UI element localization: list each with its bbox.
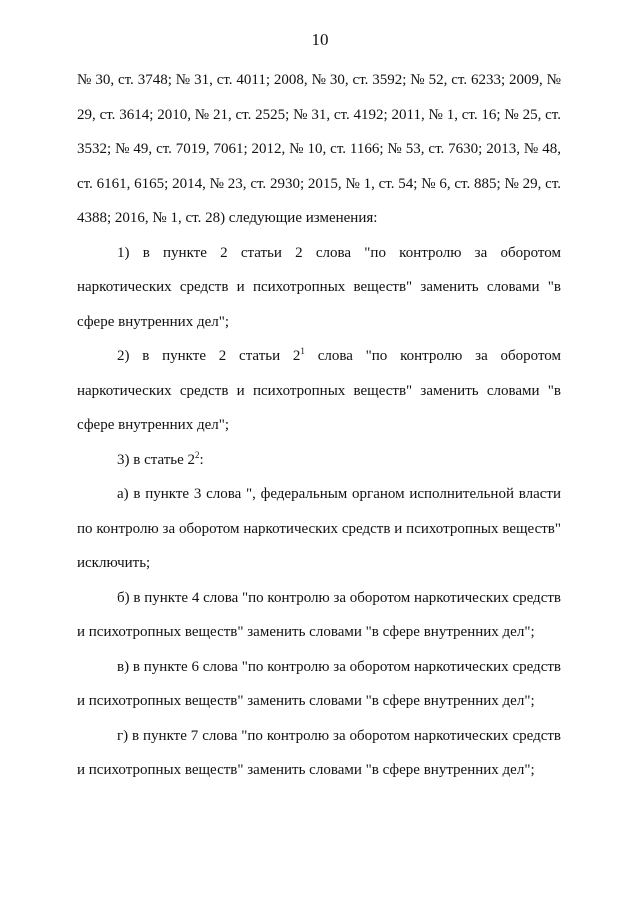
page-number: 10	[311, 30, 329, 49]
paragraph-amendment-sources: № 30, ст. 3748; № 31, ст. 4011; 2008, № 30, ст. 3592; № 52, ст. 6233; 2009, № 29, ст. 3614; 2010, № 21, ст. 2525; № 31, ст. 4192; 2011, № 1, ст. 16; № 25, ст. 3532; № 49, ст. 7019, 7061; 2012, № 10, ст. 1166; № 53, ст. 7630; 2013, № 48, ст. 6161, 6165; 2014, № 23, ст. 2930; 2015, № 1, ст. 54; № 6, ст. 885; № 29, ст. 4388; 2016, № 1, ст. 28) следующие изменения:	[77, 72, 561, 226]
paragraph-item-3-lead: 3) в статье 2	[117, 451, 196, 468]
paragraph-item-1: 1) в пункте 2 статьи 2 слова "по контролю за оборотом наркотических средств и психотропных веществ" заменить словами "в сфере внутренних дел";	[77, 244, 561, 330]
superscript-1: 1	[300, 346, 305, 356]
paragraph-item-2-rest: слова "по контролю за оборотом наркотических средств и психотропных веществ" заменить словами "в сфере внутренних дел";	[77, 348, 562, 433]
paragraph-subitem-a: а) в пункте 3 слова ", федеральным органом исполнительной власти по контролю за оборотом наркотических средств и психотропных веществ" исключить;	[77, 486, 561, 571]
paragraph-item-2-lead: 2) в пункте 2 статьи 2	[117, 348, 301, 364]
paragraph-subitem-v: в) в пункте 6 слова "по контролю за оборотом наркотических средств и психотропных веществ" заменить словами "в сфере внутренних дел";	[77, 658, 561, 709]
superscript-2: 2	[195, 449, 200, 460]
document-body	[77, 63, 561, 788]
paragraph-item-2	[77, 339, 561, 443]
paragraph-subitem-g: г) в пункте 7 слова "по контролю за оборотом наркотических средств и психотропных веществ" заменить словами "в сфере внутренних дел";	[77, 727, 561, 778]
paragraph-item-3-rest: :	[199, 451, 204, 468]
paragraph-item-3	[77, 443, 561, 478]
paragraph-subitem-b: б) в пункте 4 слова "по контролю за оборотом наркотических средств и психотропных веществ" заменить словами "в сфере внутренних дел";	[77, 589, 561, 640]
